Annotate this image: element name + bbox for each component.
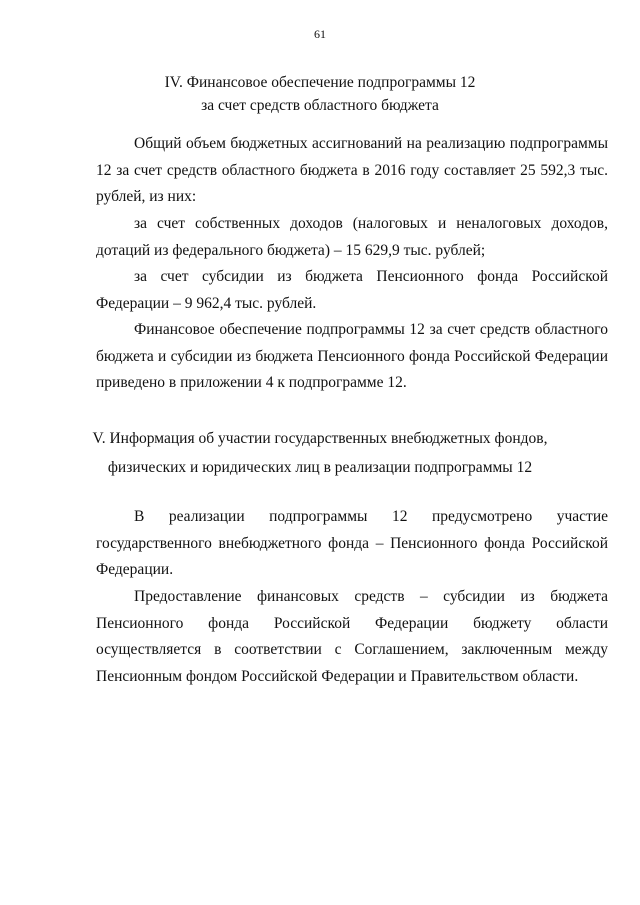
section-5-heading-line-2: физических и юридических лиц в реализации подпрограммы 12 xyxy=(107,459,533,476)
section-4-heading-line-1: IV. Финансовое обеспечение подпрограммы 12 xyxy=(164,74,476,91)
section-5-paragraph-participation: В реализации подпрограммы 12 предусмотрено участие государственного внебюджетного фонда – Пенсионного фонда Российской Федерации. xyxy=(96,508,608,578)
section-4-paragraph-subsidy: за счет субсидии из бюджета Пенсионного фонда Российской Федерации – 9 962,4 тыс. рублей. xyxy=(96,268,608,312)
section-4-paragraph-own-income: за счет собственных доходов (налоговых и неналоговых доходов, дотаций из федерального бюджета) – 15 629,9 тыс. рублей; xyxy=(96,215,608,259)
section-5-heading-line-1: V. Информация об участии государственных внебюджетных фондов, xyxy=(92,430,548,447)
section-4-heading-line-2: за счет средств областного бюджета xyxy=(201,97,439,114)
section-4-paragraph-total: Общий объем бюджетных ассигнований на реализацию подпрограммы 12 за счет средств областного бюджета в 2016 году составляет 25 592,3 тыс. рублей, из них: xyxy=(96,135,608,205)
section-4-paragraph-appendix: Финансовое обеспечение подпрограммы 12 за счет средств областного бюджета и субсидии из бюджета Пенсионного фонда Российской Федерации приведено в приложении 4 к подпрограмме 12. xyxy=(96,321,608,391)
section-5-paragraph-funding: Предоставление финансовых средств – субсидии из бюджета Пенсионного фонда Российской Федерации бюджету области осуществляется в соответствии с Соглашением, заключенным между Пенсионным фондом Российской Федерации и Правительством области. xyxy=(96,588,608,685)
section-5-heading xyxy=(0,424,640,482)
section-4-heading xyxy=(0,71,640,117)
page-number: 61 xyxy=(314,27,326,41)
